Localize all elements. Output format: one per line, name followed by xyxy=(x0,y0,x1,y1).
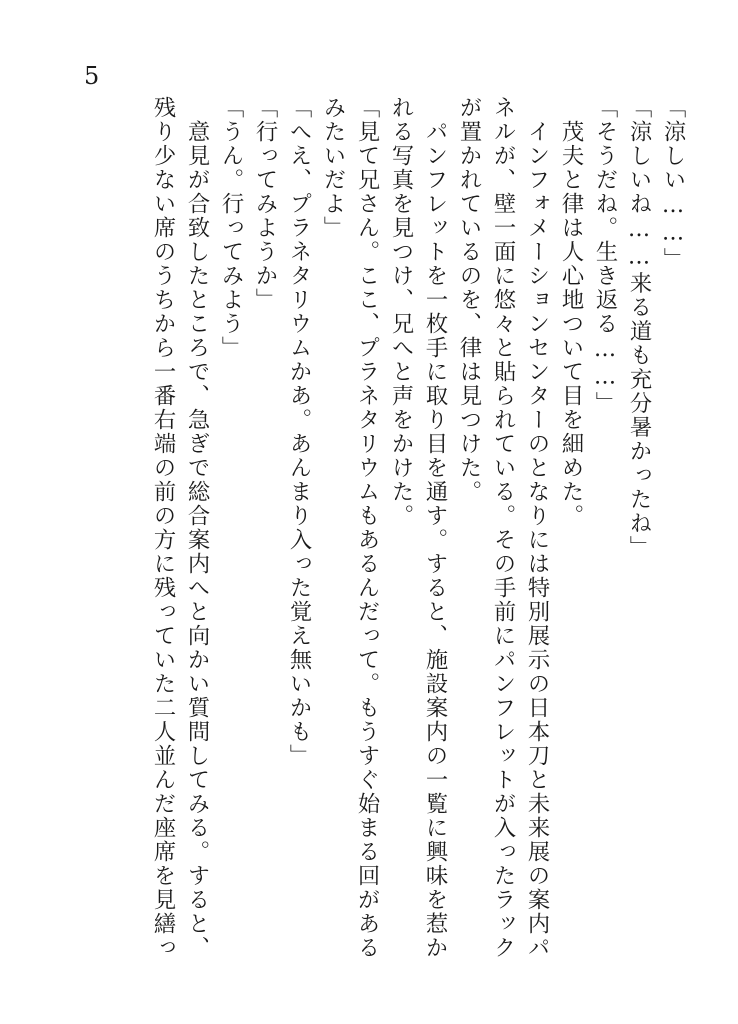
text-line: インフォメーションセンターのとなりには特別展示の日本刀と未来展の案内パ xyxy=(524,96,550,960)
text-line: 「行ってみようか」 xyxy=(252,96,278,312)
text-line: パンフレットを一枚手に取り目を通す。すると、施設案内の一覧に興味を惹か xyxy=(422,96,448,960)
vertical-text-body xyxy=(146,96,690,960)
text-line: れる写真を見つけ、兄へと声をかけた。 xyxy=(388,96,414,528)
text-line: 「へえ、プラネタリウムかあ。あんまり入った覚え無いかも」 xyxy=(286,96,312,768)
text-line: みたいだよ」 xyxy=(320,96,346,240)
text-line: 意見が合致したところで、急ぎで総合案内へと向かい質問してみる。すると、 xyxy=(184,96,210,960)
text-line: ネルが、壁一面に悠々と貼られている。その手前にパンフレットが入ったラック xyxy=(490,96,516,960)
text-line: 茂夫と律は人心地ついて目を細めた。 xyxy=(558,96,584,528)
text-line: 「涼しい……」 xyxy=(660,96,686,272)
text-line: 「涼しいね……来る道も充分暑かったね」 xyxy=(626,96,652,560)
text-line: 「そうだね。生き返る……」 xyxy=(592,96,618,416)
text-line: 「見て兄さん。ここ、プラネタリウムもあるんだって。もうすぐ始まる回がある xyxy=(354,96,380,960)
text-line: が置かれているのを、律は見つけた。 xyxy=(456,96,482,504)
text-line: 残り少ない席のうちから一番右端の前の方に残っていた二人並んだ座席を見繕っ xyxy=(150,96,176,960)
page-number: 5 xyxy=(84,62,100,90)
text-line: 「うん。行ってみよう」 xyxy=(218,96,244,360)
